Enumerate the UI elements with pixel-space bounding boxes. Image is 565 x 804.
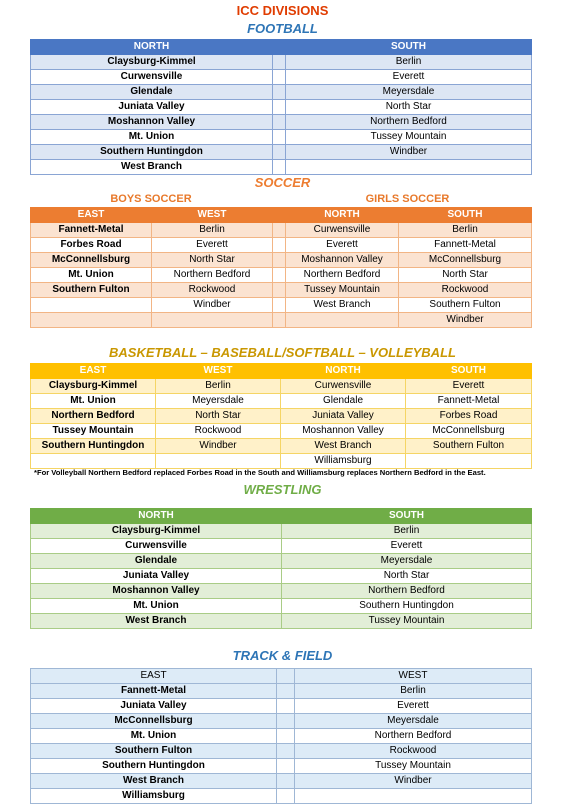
table-row <box>31 85 532 100</box>
table-cell: Fannett-Metal <box>406 394 532 409</box>
soccer-table <box>30 207 532 328</box>
spacer-cell <box>273 40 286 55</box>
football-table <box>30 39 532 175</box>
table-cell: West Branch <box>31 160 273 175</box>
table-cell: North Star <box>399 268 532 283</box>
table-cell <box>156 454 281 469</box>
table-row <box>31 554 532 569</box>
spacer-cell <box>277 729 295 744</box>
table-cell: Mt. Union <box>31 130 273 145</box>
table-row <box>31 100 532 115</box>
table-cell: Tussey Mountain <box>295 759 532 774</box>
table-cell: Everett <box>406 379 532 394</box>
wrestling-table <box>30 508 532 629</box>
column-header: WEST <box>152 208 273 223</box>
table-cell: West Branch <box>286 298 399 313</box>
table-row <box>31 539 532 554</box>
spacer-cell <box>273 313 286 328</box>
girls-soccer-title: GIRLS SOCCER <box>365 193 450 205</box>
table-cell: North Star <box>282 569 532 584</box>
wrestling-header-row <box>31 509 532 524</box>
wrestling-body <box>31 509 532 629</box>
table-cell: Juniata Valley <box>31 699 277 714</box>
basketball-table <box>30 363 532 469</box>
table-row <box>31 789 532 804</box>
table-cell: Tussey Mountain <box>286 130 532 145</box>
table-cell: Southern Huntingdon <box>282 599 532 614</box>
table-cell: Southern Huntingdon <box>31 145 273 160</box>
table-cell: Windber <box>295 774 532 789</box>
table-row <box>31 283 532 298</box>
table-cell: Mt. Union <box>31 599 282 614</box>
table-row <box>31 268 532 283</box>
table-row <box>31 684 532 699</box>
spacer-cell <box>273 100 286 115</box>
table-cell: Rockwood <box>156 424 281 439</box>
table-cell: Rockwood <box>295 744 532 759</box>
table-cell: Southern Fulton <box>406 439 532 454</box>
table-cell: Juniata Valley <box>31 100 273 115</box>
table-cell: Northern Bedford <box>282 584 532 599</box>
table-cell: Southern Fulton <box>399 298 532 313</box>
table-row <box>31 729 532 744</box>
table-cell: Moshannon Valley <box>31 584 282 599</box>
table-cell <box>286 313 399 328</box>
table-row <box>31 759 532 774</box>
table-row <box>31 409 532 424</box>
table-cell: Everett <box>286 238 399 253</box>
spacer-cell <box>273 160 286 175</box>
table-cell: Berlin <box>282 524 532 539</box>
table-cell: Northern Bedford <box>295 729 532 744</box>
table-row <box>31 394 532 409</box>
spacer-cell <box>273 223 286 238</box>
spacer-cell <box>273 115 286 130</box>
table-cell: Mt. Union <box>31 729 277 744</box>
table-cell: Meyersdale <box>282 554 532 569</box>
football-header-row <box>31 40 532 55</box>
spacer-cell <box>273 208 286 223</box>
column-header: NORTH <box>31 509 282 524</box>
table-cell: Windber <box>399 313 532 328</box>
table-cell: Northern Bedford <box>286 268 399 283</box>
table-cell: Meyersdale <box>295 714 532 729</box>
table-cell: Windber <box>152 298 273 313</box>
column-header: EAST <box>31 208 152 223</box>
table-cell <box>295 789 532 804</box>
table-row <box>31 439 532 454</box>
table-cell: Southern Fulton <box>31 283 152 298</box>
soccer-title: SOCCER <box>254 175 311 190</box>
spacer-cell <box>273 268 286 283</box>
table-row <box>31 238 532 253</box>
table-cell: Southern Huntingdon <box>31 759 277 774</box>
track-header-row <box>31 669 532 684</box>
football-body <box>31 40 532 175</box>
soccer-header-row <box>31 208 532 223</box>
table-cell: Moshannon Valley <box>31 115 273 130</box>
spacer-cell <box>277 684 295 699</box>
table-cell <box>286 160 532 175</box>
table-cell: Curwensville <box>31 539 282 554</box>
table-cell: Juniata Valley <box>31 569 282 584</box>
table-row <box>31 160 532 175</box>
table-cell: Meyersdale <box>286 85 532 100</box>
spacer-cell <box>273 130 286 145</box>
volleyball-note: *For Volleyball Northern Bedford replaced Forbes Road in the South and Williamsburg replaces Northern Bedford in the East. <box>34 468 486 477</box>
table-cell: Southern Fulton <box>31 744 277 759</box>
table-cell: Fannett-Metal <box>399 238 532 253</box>
table-cell: Forbes Road <box>31 238 152 253</box>
table-cell: Glendale <box>31 85 273 100</box>
table-cell: Berlin <box>295 684 532 699</box>
table-row <box>31 774 532 789</box>
table-cell: Southern Huntingdon <box>31 439 156 454</box>
table-row <box>31 145 532 160</box>
table-cell: Claysburg-Kimmel <box>31 55 273 70</box>
table-cell: Tussey Mountain <box>282 614 532 629</box>
table-cell: Rockwood <box>152 283 273 298</box>
table-cell: Rockwood <box>399 283 532 298</box>
table-cell: Berlin <box>399 223 532 238</box>
table-cell: Juniata Valley <box>281 409 406 424</box>
table-cell: Tussey Mountain <box>31 424 156 439</box>
table-cell: McConnellsburg <box>406 424 532 439</box>
spacer-cell <box>273 85 286 100</box>
table-cell: Berlin <box>156 379 281 394</box>
table-cell: Windber <box>156 439 281 454</box>
table-cell: North Star <box>156 409 281 424</box>
table-cell: North Star <box>286 100 532 115</box>
table-cell: Fannett-Metal <box>31 684 277 699</box>
page-title: ICC DIVISIONS <box>236 3 329 18</box>
football-title: FOOTBALL <box>247 21 318 36</box>
spacer-cell <box>273 55 286 70</box>
table-cell: Everett <box>286 70 532 85</box>
track-body <box>31 669 532 804</box>
table-cell <box>406 454 532 469</box>
spacer-cell <box>273 253 286 268</box>
table-cell: Moshannon Valley <box>281 424 406 439</box>
track-title: TRACK & FIELD <box>232 648 333 663</box>
boys-soccer-title: BOYS SOCCER <box>110 193 192 205</box>
table-cell: McConnellsburg <box>31 714 277 729</box>
spacer-cell <box>277 789 295 804</box>
table-cell <box>31 298 152 313</box>
table-row <box>31 524 532 539</box>
column-header: SOUTH <box>282 509 532 524</box>
table-row <box>31 744 532 759</box>
table-cell: Glendale <box>281 394 406 409</box>
table-cell: Curwensville <box>31 70 273 85</box>
table-row <box>31 699 532 714</box>
table-cell: McConnellsburg <box>31 253 152 268</box>
table-cell: Glendale <box>31 554 282 569</box>
table-row <box>31 130 532 145</box>
table-cell: Northern Bedford <box>31 409 156 424</box>
spacer-cell <box>273 70 286 85</box>
table-cell: North Star <box>152 253 273 268</box>
column-header: SOUTH <box>286 40 532 55</box>
spacer-cell <box>273 283 286 298</box>
basketball-title: BASKETBALL – BASEBALL/SOFTBALL – VOLLEYBALL <box>109 345 456 360</box>
table-row <box>31 253 532 268</box>
spacer-cell <box>277 699 295 714</box>
table-row <box>31 614 532 629</box>
table-cell <box>31 454 156 469</box>
table-cell: Curwensville <box>281 379 406 394</box>
spacer-cell <box>277 714 295 729</box>
table-row <box>31 298 532 313</box>
column-header: SOUTH <box>399 208 532 223</box>
basketball-body <box>31 364 532 469</box>
soccer-body <box>31 208 532 328</box>
table-cell <box>31 313 152 328</box>
table-cell: Everett <box>282 539 532 554</box>
table-cell: Meyersdale <box>156 394 281 409</box>
table-row <box>31 379 532 394</box>
table-cell: West Branch <box>281 439 406 454</box>
spacer-cell <box>273 238 286 253</box>
table-row <box>31 424 532 439</box>
table-row <box>31 313 532 328</box>
spacer-cell <box>277 744 295 759</box>
table-cell: Tussey Mountain <box>286 283 399 298</box>
table-cell: Everett <box>295 699 532 714</box>
table-row <box>31 55 532 70</box>
spacer-cell <box>277 774 295 789</box>
track-table <box>30 668 532 804</box>
table-cell: Moshannon Valley <box>286 253 399 268</box>
column-header: WEST <box>156 364 281 379</box>
table-row <box>31 223 532 238</box>
spacer-cell <box>277 759 295 774</box>
wrestling-title: WRESTLING <box>243 482 322 497</box>
table-cell: Berlin <box>152 223 273 238</box>
table-cell: Everett <box>152 238 273 253</box>
table-cell: Northern Bedford <box>152 268 273 283</box>
table-row <box>31 70 532 85</box>
table-row <box>31 584 532 599</box>
spacer-cell <box>277 669 295 684</box>
table-cell: West Branch <box>31 774 277 789</box>
table-cell: Mt. Union <box>31 394 156 409</box>
column-header: WEST <box>295 669 532 684</box>
table-cell: Windber <box>286 145 532 160</box>
table-cell <box>152 313 273 328</box>
table-row <box>31 714 532 729</box>
table-cell: Mt. Union <box>31 268 152 283</box>
column-header: NORTH <box>31 40 273 55</box>
basketball-header-row <box>31 364 532 379</box>
table-cell: Williamsburg <box>31 789 277 804</box>
table-row <box>31 569 532 584</box>
table-cell: Curwensville <box>286 223 399 238</box>
column-header: NORTH <box>281 364 406 379</box>
table-cell: West Branch <box>31 614 282 629</box>
table-cell: McConnellsburg <box>399 253 532 268</box>
column-header: SOUTH <box>406 364 532 379</box>
table-cell: Claysburg-Kimmel <box>31 524 282 539</box>
spacer-cell <box>273 145 286 160</box>
table-cell: Northern Bedford <box>286 115 532 130</box>
column-header: NORTH <box>286 208 399 223</box>
table-row <box>31 599 532 614</box>
table-row <box>31 454 532 469</box>
table-cell: Berlin <box>286 55 532 70</box>
table-cell: Fannett-Metal <box>31 223 152 238</box>
table-cell: Claysburg-Kimmel <box>31 379 156 394</box>
table-cell: Williamsburg <box>281 454 406 469</box>
spacer-cell <box>273 298 286 313</box>
column-header: EAST <box>31 364 156 379</box>
column-header: EAST <box>31 669 277 684</box>
table-row <box>31 115 532 130</box>
table-cell: Forbes Road <box>406 409 532 424</box>
